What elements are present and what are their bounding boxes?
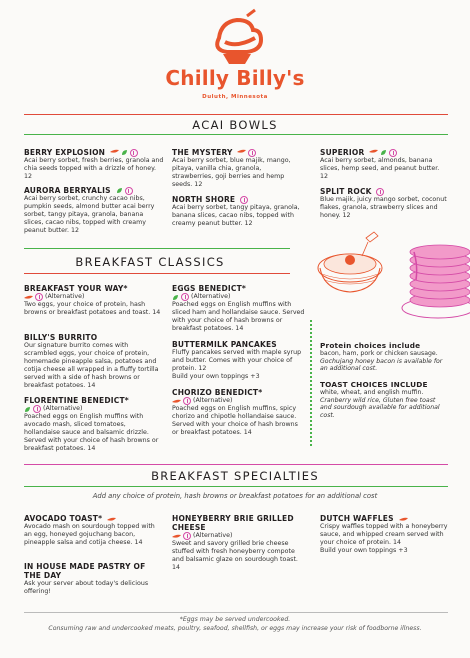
- divider: [24, 273, 290, 274]
- item-name: THE MYSTERY: [172, 148, 233, 157]
- gluten-free-icon: [183, 532, 191, 540]
- item-name: BERRY EXPLOSION: [24, 148, 106, 157]
- menu-item: [320, 148, 448, 181]
- spicy-icon: [110, 149, 119, 154]
- vegan-icon: [24, 406, 31, 413]
- item-description: Poached eggs on English muffins with sliced ham and hollandaise sauce. Served with your choice of hash browns or breakfast potatoes. 14: [172, 301, 305, 333]
- vegan-icon: [116, 187, 123, 194]
- spicy-icon: [172, 534, 181, 539]
- item-extra: Build your own toppings +3: [172, 373, 260, 381]
- menu-item: [320, 187, 448, 220]
- menu-item: [172, 388, 306, 437]
- item-name: DUTCH WAFFLES: [320, 514, 394, 523]
- oatmeal-bowl-illustration: [314, 228, 392, 298]
- item-name: AVOCADO TOAST*: [24, 514, 103, 523]
- specialties-subheading: Add any choice of protein, hash browns or breakfast potatoes for an additional cost: [92, 492, 378, 500]
- menu-item: [24, 284, 162, 317]
- item-name: BUTTERMILK PANCAKES: [172, 340, 277, 349]
- vegan-icon: [172, 294, 179, 301]
- logo: [0, 8, 470, 104]
- footer-eggs-note: *Eggs may be served undercooked.: [179, 616, 291, 623]
- item-name: NORTH SHORE: [172, 195, 236, 204]
- protein-note: [320, 341, 448, 373]
- item-name: EGGS BENEDICT*: [172, 284, 247, 293]
- item-description: Two eggs, your choice of protein, hash browns or breakfast potatoes and toast. 14: [24, 301, 161, 317]
- menu-item: [172, 148, 304, 189]
- gluten-free-icon: [130, 149, 138, 157]
- item-description: Acai berry sorbet, tangy pitaya, granola, banana slices, cacao nibs, topped with creamy peanut butter. 12: [172, 204, 300, 228]
- dotted-divider: [310, 320, 312, 446]
- item-description: Acai berry sorbet, almonds, banana slices, hemp seed, and peanut butter. 12: [320, 157, 440, 181]
- gluten-free-icon: [181, 293, 189, 301]
- divider: [24, 612, 448, 613]
- toast-note: [320, 380, 448, 419]
- item-description: Avocado mash on sourdough topped with an egg, honeyed gojuchang bacon, pineapple salsa and cotija cheese. 14: [24, 523, 155, 547]
- item-name: CHORIZO BENEDICT*: [172, 388, 263, 397]
- divider: [24, 486, 448, 487]
- gluten-free-icon: [240, 196, 248, 204]
- divider: [24, 114, 448, 115]
- spicy-icon: [369, 149, 378, 154]
- divider: [24, 134, 448, 135]
- alt-label: (Alternative): [193, 532, 233, 539]
- item-description: Ask your server about today's delicious offering!: [24, 580, 149, 596]
- spicy-icon: [172, 399, 181, 404]
- gluten-free-icon: [125, 187, 133, 195]
- item-description: Fluffy pancakes served with maple syrup and butter. Comes with your choice of protein. 12: [172, 349, 302, 373]
- alt-label: (Alternative): [191, 293, 231, 300]
- brand-name: Chilly Billy's: [165, 66, 305, 90]
- menu-item: [172, 340, 306, 381]
- menu-item: [24, 562, 154, 596]
- menu-item: [24, 186, 164, 235]
- section-title-specialties: BREAKFAST SPECIALTIES: [151, 469, 319, 483]
- note-body: bacon, ham, pork or chicken sausage.: [320, 350, 438, 357]
- divider: [24, 248, 290, 249]
- note-title: TOAST CHOICES INCLUDE: [320, 380, 428, 389]
- item-name: HONEYBERRY BRIE GRILLED CHEESE: [172, 514, 294, 532]
- footer-consumption-warning: Consuming raw and undercooked meats, poultry, seafood, shellfish, or eggs may increase your risk of foodborne illness.: [48, 625, 422, 632]
- spicy-icon: [399, 517, 408, 522]
- item-name: BILLY'S BURRITO: [24, 333, 98, 342]
- item-description: Our signature burrito comes with scrambled eggs, your choice of protein, homemade pineapple salsa, potatoes and cotija cheese all wrapped in a fluffy tortilla served with a side of hash browns or breakfast potatoes. 14: [24, 342, 159, 390]
- item-name: AURORA BERRYALIS: [24, 186, 111, 195]
- menu-item: [172, 195, 304, 228]
- menu-item: [24, 148, 164, 181]
- vegan-icon: [121, 149, 128, 156]
- gluten-free-icon: [376, 188, 384, 196]
- section-title-classics: BREAKFAST CLASSICS: [75, 255, 225, 269]
- brand-city: Duluth, Minnesota: [202, 94, 268, 100]
- alt-label: (Alternative): [193, 397, 233, 404]
- gluten-free-icon: [183, 397, 191, 405]
- section-title-acai: ACAI BOWLS: [192, 118, 278, 132]
- menu-item: [320, 514, 448, 555]
- item-description: Crispy waffles topped with a honeyberry sauce, and whipped cream served with your choice of protein. 14: [320, 523, 448, 547]
- item-name: SPLIT ROCK: [320, 187, 372, 196]
- note-italic: Gochujang honey bacon is available for an additional cost.: [320, 357, 443, 373]
- gluten-free-icon: [389, 149, 397, 157]
- note-italic: Cranberry wild rice, Gluten free toast and sourdough available for additional cost.: [320, 396, 440, 419]
- item-description: Acai berry sorbet, fresh berries, granola and chia seeds topped with a drizzle of honey. 12: [24, 157, 164, 181]
- item-name: FLORENTINE BENEDICT*: [24, 396, 129, 405]
- spicy-icon: [24, 295, 33, 300]
- item-name: SUPERIOR: [320, 148, 365, 157]
- alt-label: (Alternative): [43, 405, 83, 412]
- item-description: Acai berry sorbet, blue majik, mango, pitaya, vanilla chia, granola, strawberries, goji berries and hemp seeds. 12: [172, 157, 291, 189]
- item-description: Acai berry sorbet, crunchy cacao nibs, pumpkin seeds, almond butter acai berry sorbet, tangy pitaya, granola, banana slices, cacao nibs, topped with creamy peanut butter. 12: [24, 195, 155, 235]
- gluten-free-icon: [35, 293, 43, 301]
- alt-label: (Alternative): [45, 293, 85, 300]
- menu-item: [172, 284, 306, 333]
- item-description: Blue majik, juicy mango sorbet, coconut flakes, granola, strawberry slices and honey. 12: [320, 196, 447, 220]
- gluten-free-icon: [248, 149, 256, 157]
- menu-item: [172, 514, 304, 572]
- note-title: Protein choices include: [320, 341, 421, 350]
- spicy-icon: [237, 149, 246, 154]
- vegan-icon: [380, 149, 387, 156]
- item-description: Poached eggs on English muffins, spicy chorizo and chipotle hollandaise sauce. Served with your choice of hash browns or breakfast potatoes. 14: [172, 405, 298, 437]
- divider: [24, 464, 448, 465]
- item-description: Sweet and savory grilled brie cheese stuffed with fresh honeyberry compote and balsamic glaze on sourdough toast. 14: [172, 540, 298, 572]
- menu-item: [24, 514, 162, 547]
- item-name: BREAKFAST YOUR WAY*: [24, 284, 128, 293]
- spicy-icon: [107, 517, 116, 522]
- item-name: IN HOUSE MADE PASTRY OF THE DAY: [24, 562, 146, 580]
- note-body: white, wheat, and english muffin.: [320, 389, 424, 396]
- gluten-free-icon: [33, 405, 41, 413]
- item-extra: Build your own toppings +3: [320, 547, 408, 555]
- soft-serve-logo-icon: [203, 8, 271, 66]
- item-description: Poached eggs on English muffins with avocado mash, sliced tomatoes, hollandaise sauce and balsamic drizzle. Served with your choice of hash browns or breakfast potatoes. 14: [24, 413, 159, 453]
- pancake-stack-illustration: [398, 236, 470, 324]
- menu-item: [24, 396, 162, 453]
- menu-item: [24, 333, 162, 391]
